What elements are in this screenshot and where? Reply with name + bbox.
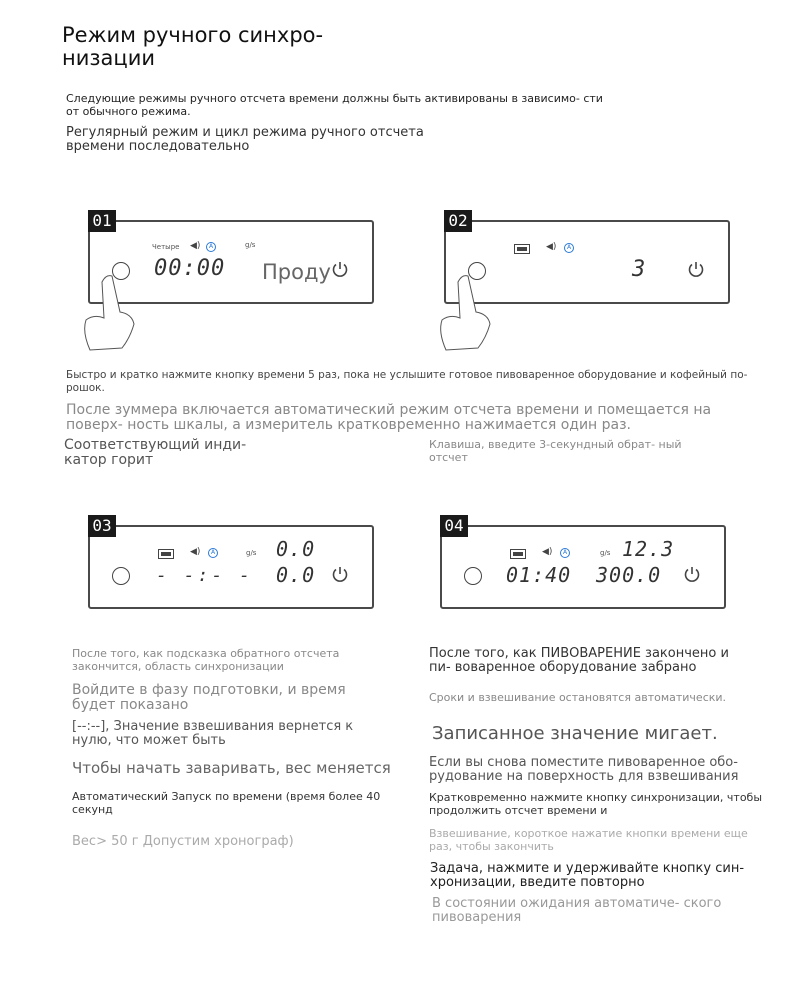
step4-b: Сроки и взвешивание остановятся автоматически. (429, 691, 727, 704)
unit-label: g/s (600, 549, 611, 557)
step1-detail: После зуммера включается автоматический режим отсчета времени и помещается на поверх- ность шкалы, а измеритель кратковременно нажимается один раз. (66, 402, 712, 433)
weight-bottom: 0.0 (276, 563, 316, 587)
weight-bottom: 300.0 (596, 563, 662, 587)
power-icon[interactable] (687, 260, 703, 276)
power-icon[interactable] (331, 565, 347, 581)
countdown-digit: 3 (632, 257, 647, 282)
step3-a: После того, как подсказка обратного отсчета закончится, область синхронизации (72, 647, 340, 673)
step3-f: Вес> 50 г Допустим хронограф) (72, 834, 294, 849)
battery-icon (514, 244, 530, 254)
unit-label: g/s (246, 549, 257, 557)
auto-icon: A (208, 548, 218, 558)
speaker-icon: ◀) (190, 241, 201, 251)
panel-04 (440, 516, 726, 609)
small-label: Четыре (152, 243, 180, 251)
step4-c: Записанное значение мигает. (432, 723, 718, 744)
step4-d: Если вы снова поместите пивоваренное обо- рудование на поверхность для взвешивания (429, 755, 739, 784)
time-display: 00:00 (154, 256, 226, 281)
intro-text: Следующие режимы ручного отсчета времени должны быть активированы в зависимо- сти от обычного режима. (66, 92, 603, 118)
speaker-icon: ◀) (542, 547, 553, 557)
unit-label: g/s (245, 241, 256, 249)
hand-icon (80, 272, 140, 356)
clock-icon[interactable] (112, 567, 130, 585)
time-display: 01:40 (506, 563, 572, 587)
step4-g: Задача, нажмите и удерживайте кнопку син- хронизации, введите повторно (430, 861, 745, 890)
step4-h: В состоянии ожидания автоматиче- ского пивоварения (432, 896, 722, 925)
speaker-icon: ◀) (546, 242, 557, 252)
step-badge: 02 (444, 210, 472, 232)
cut-text: Проду (262, 260, 331, 284)
battery-icon (158, 549, 174, 559)
clock-icon[interactable] (464, 567, 482, 585)
step4-f: Взвешивание, короткое нажатие кнопки времени еще раз, чтобы закончить (429, 827, 748, 853)
step3-d: Чтобы начать заваривать, вес меняется (72, 759, 391, 777)
page-title: Режим ручного синхро- низации (62, 23, 324, 70)
power-icon[interactable] (331, 260, 347, 276)
step-badge: 03 (88, 515, 116, 537)
weight-top: 12.3 (622, 537, 675, 561)
power-icon[interactable] (683, 565, 699, 581)
step3-c: [--:--], Значение взвешивания вернется к нулю, что может быть (72, 719, 354, 748)
step4-a: После того, как ПИВОВАРЕНИЕ закончено и пи- воваренное оборудование забрано (429, 646, 729, 675)
time-display: - -:- - (156, 565, 253, 586)
step1-note: Быстро и кратко нажмите кнопку времени 5 раз, пока не услышите готовое пивоваренное оборудование и кофейный по- рошок. (66, 369, 748, 394)
step4-e: Кратковременно нажмите кнопку синхронизации, чтобы продолжить отсчет времени и (429, 791, 763, 817)
step1-indicator: Соответствующий инди- катор горит (64, 437, 247, 468)
weight-top: 0.0 (276, 537, 316, 561)
step3-b: Войдите в фазу подготовки, и время будет показано (72, 682, 346, 713)
speaker-icon: ◀) (190, 547, 201, 557)
hand-icon (436, 272, 496, 356)
battery-icon (510, 549, 526, 559)
step3-e: Автоматический Запуск по времени (время более 40 секунд (72, 790, 381, 816)
step-badge: 04 (440, 515, 468, 537)
panel-03 (88, 516, 374, 609)
auto-icon: A (560, 548, 570, 558)
auto-icon: A (564, 243, 574, 253)
step-badge: 01 (88, 210, 116, 232)
subtitle-text: Регулярный режим и цикл режима ручного отсчета времени последовательно (66, 125, 424, 154)
auto-icon: A (206, 242, 216, 252)
step2-note: Клавиша, введите 3-секундный обрат- ный отсчет (429, 438, 682, 464)
